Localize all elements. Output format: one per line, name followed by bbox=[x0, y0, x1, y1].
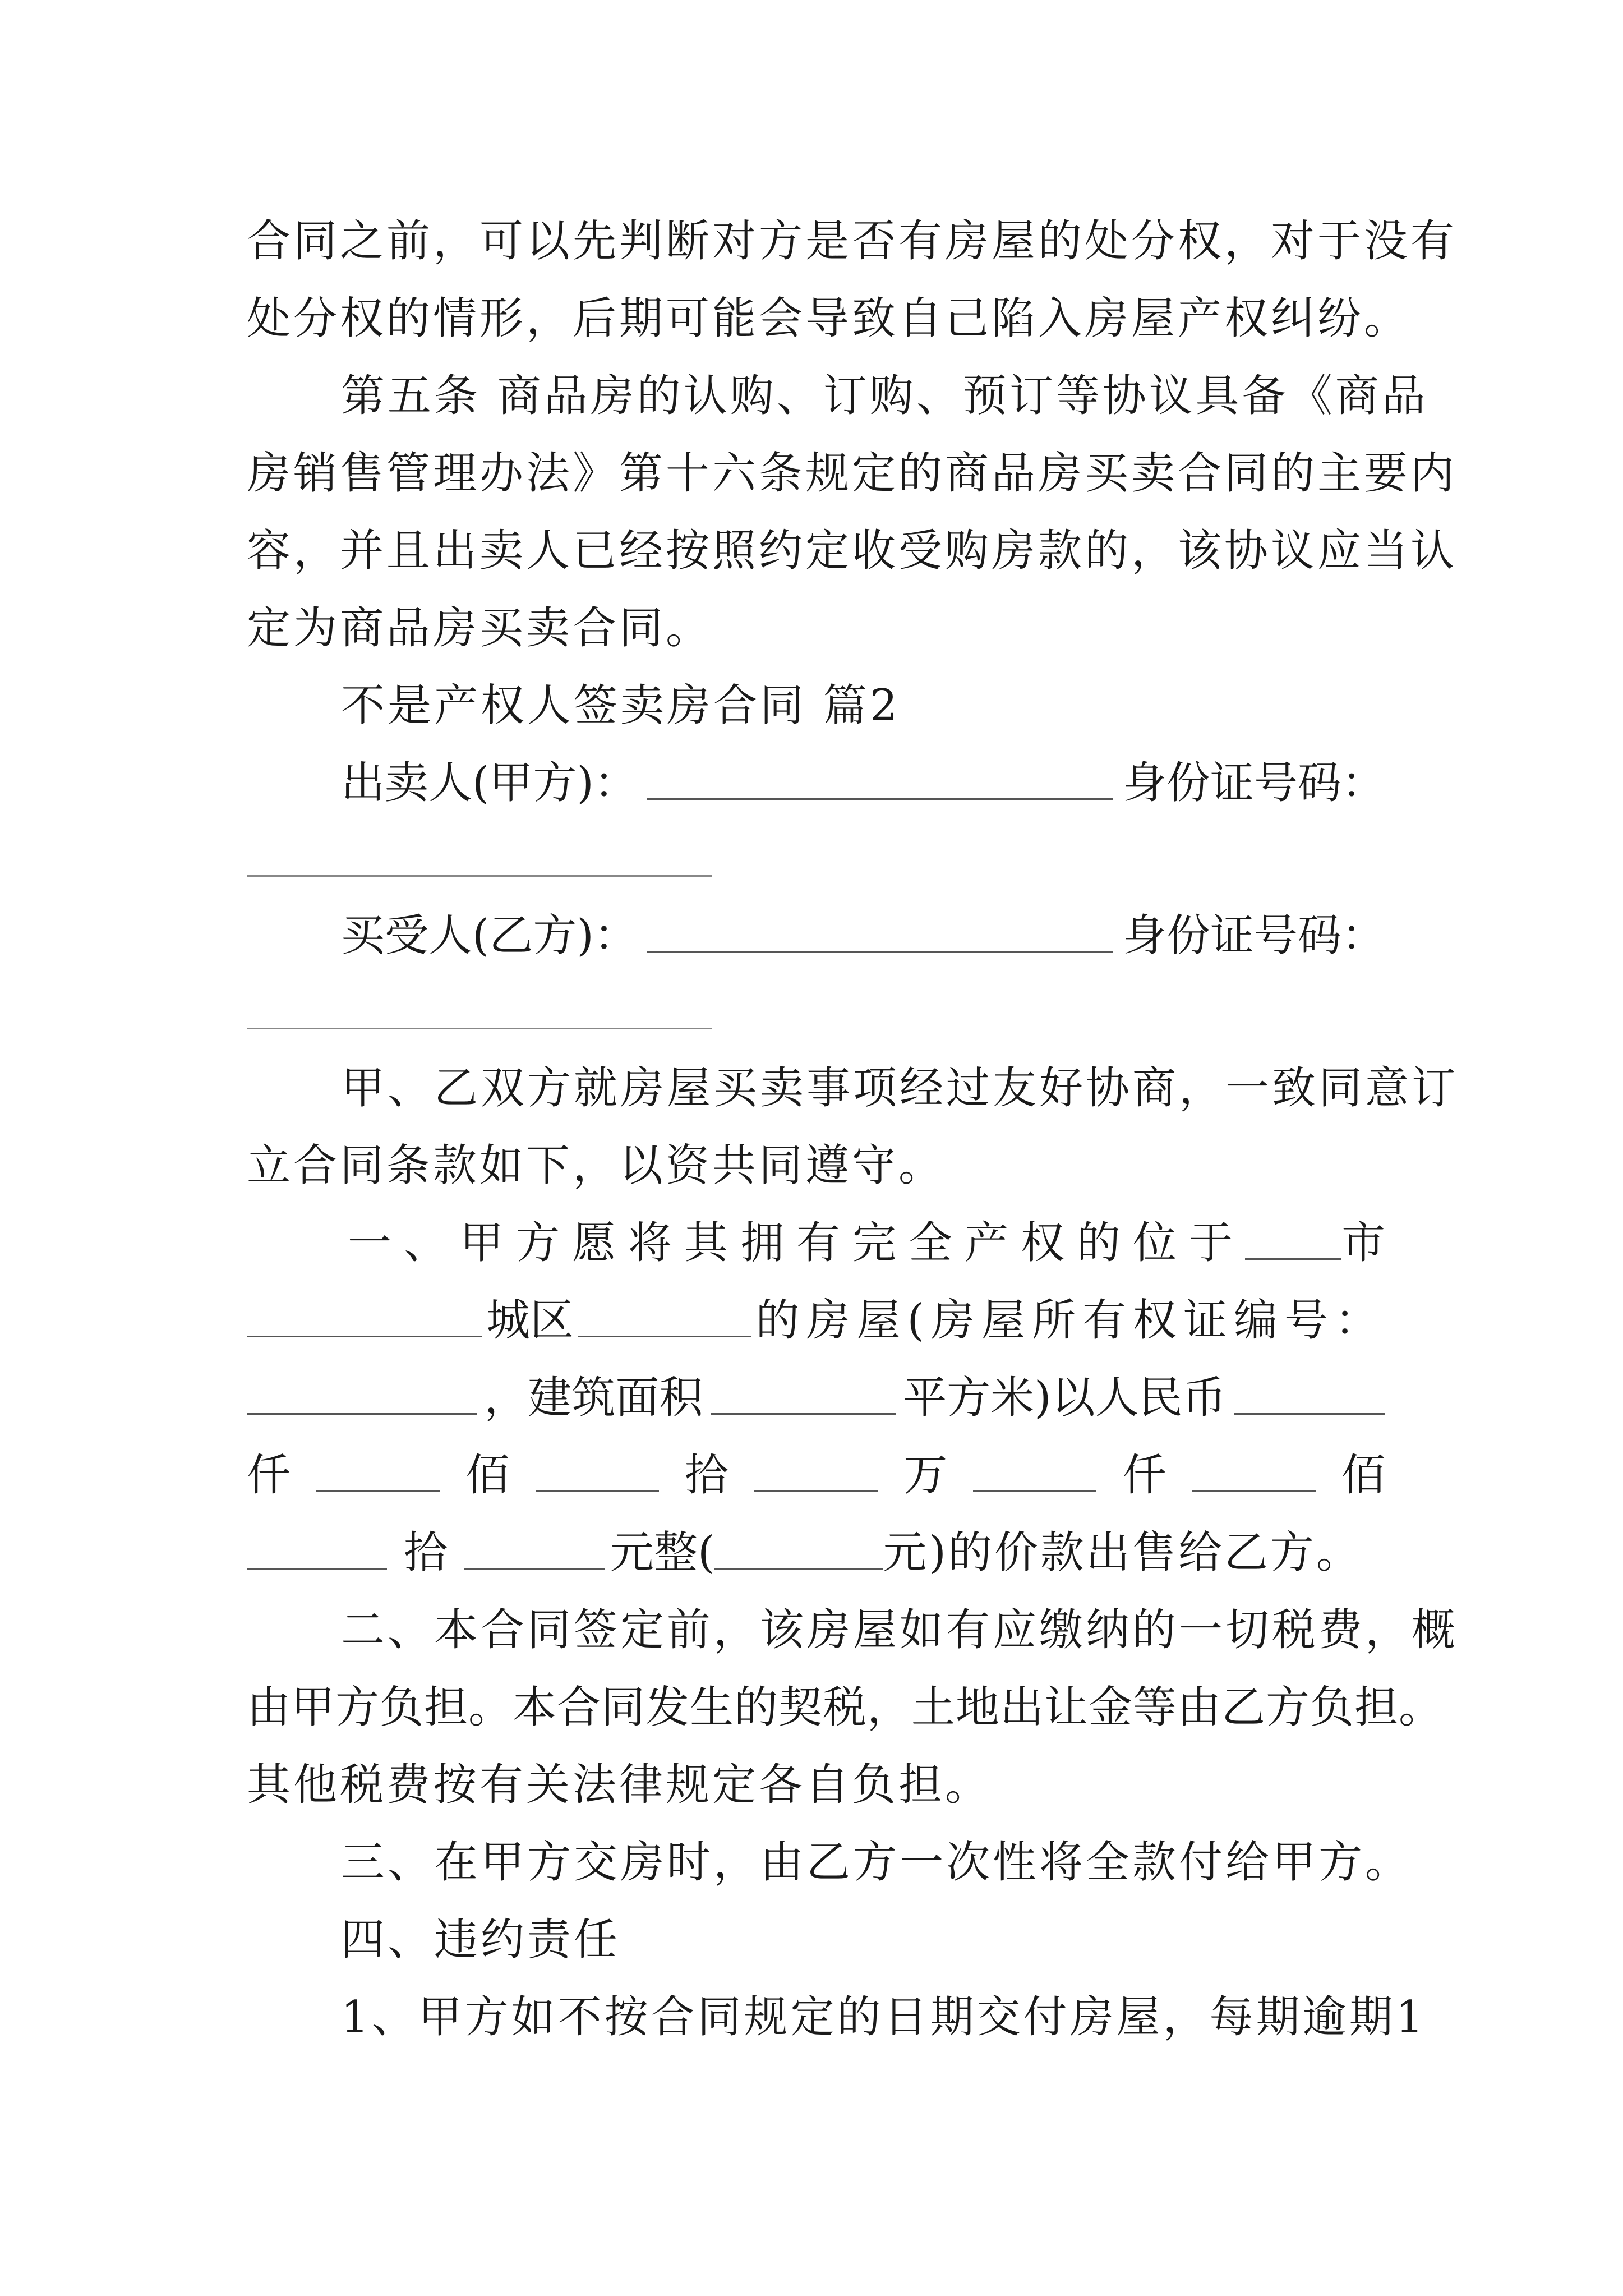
clause-one-line-4 bbox=[247, 1447, 1385, 1503]
unit-bai: 佰 bbox=[465, 1450, 510, 1501]
seller-name-field[interactable] bbox=[647, 758, 1113, 800]
paragraph-line: 合同之前，可以先判断对方是否有房屋的处分权，对于没有 bbox=[247, 216, 1458, 266]
clause-one-line-2 bbox=[247, 1292, 1385, 1349]
amount-field[interactable] bbox=[754, 1450, 878, 1492]
price-label: 平方米)以人民币 bbox=[903, 1373, 1227, 1423]
unit-shi: 拾 bbox=[404, 1527, 448, 1578]
article-five-line: 第五条 商品房的认购、订购、预订等协议具备《商品 bbox=[341, 371, 1428, 421]
buyer-label: 买受人(乙方)： bbox=[341, 910, 638, 961]
clause-one-text: 一、甲方愿将其拥有完全产权的位于 bbox=[348, 1218, 1246, 1268]
seller-label: 出卖人(甲方)： bbox=[341, 758, 638, 808]
unit-bai: 佰 bbox=[1341, 1450, 1385, 1501]
buyer-id-label: 身份证号码： bbox=[1122, 910, 1385, 961]
seller-id-field[interactable] bbox=[247, 875, 712, 877]
paragraph-line: 甲、乙双方就房屋买卖事项经过友好协商，一致同意订 bbox=[341, 1063, 1459, 1114]
amount-field[interactable] bbox=[1192, 1450, 1316, 1492]
unit-qian: 仟 bbox=[247, 1450, 291, 1501]
clause-one-line-3 bbox=[247, 1370, 1385, 1426]
area-label: ，建筑面积 bbox=[484, 1373, 703, 1423]
area-field[interactable] bbox=[711, 1373, 896, 1415]
clause-four-heading: 四、违约责任 bbox=[341, 1915, 621, 1965]
clause-three: 三、在甲方交房时，由乙方一次性将全款付给甲方。 bbox=[341, 1837, 1412, 1888]
certificate-label: 的房屋(房屋所有权证编号： bbox=[755, 1295, 1385, 1346]
clause-two-line: 二、本合同签定前，该房屋如有应缴纳的一切税费，概 bbox=[341, 1605, 1459, 1655]
unit-shi: 拾 bbox=[684, 1450, 728, 1501]
price-field[interactable] bbox=[1234, 1373, 1385, 1415]
yuan-label: 元整( bbox=[610, 1527, 715, 1578]
amount-field[interactable] bbox=[973, 1450, 1096, 1492]
address-field[interactable] bbox=[578, 1295, 751, 1337]
unit-wan: 万 bbox=[903, 1450, 948, 1501]
seller-row bbox=[341, 755, 1385, 811]
amount-field[interactable] bbox=[536, 1450, 659, 1492]
district-field[interactable] bbox=[247, 1295, 482, 1337]
clause-four-item-1: 1、甲方如不按合同规定的日期交付房屋，每期逾期1 bbox=[341, 1992, 1427, 2042]
sale-price-text: 元)的价款出售给乙方。 bbox=[883, 1527, 1362, 1578]
amount-field[interactable] bbox=[247, 1527, 387, 1570]
amount-field[interactable] bbox=[316, 1450, 440, 1492]
city-label: 市 bbox=[1341, 1218, 1385, 1268]
city-field[interactable] bbox=[1245, 1218, 1341, 1260]
buyer-row bbox=[341, 908, 1385, 964]
amount-field[interactable] bbox=[464, 1527, 605, 1570]
certificate-number-field[interactable] bbox=[247, 1373, 477, 1415]
buyer-id-field[interactable] bbox=[247, 1028, 712, 1029]
clause-one-line-5 bbox=[247, 1525, 1385, 1581]
section-heading: 不是产权人签卖房合同 篇2 bbox=[341, 680, 901, 731]
paragraph-line: 容，并且出卖人已经按照约定收受购房款的，该协议应当认 bbox=[247, 526, 1458, 576]
paragraph-line: 房销售管理办法》第十六条规定的商品房买卖合同的主要内 bbox=[247, 448, 1458, 499]
paragraph-line: 处分权的情形，后期可能会导致自己陷入房屋产权纠纷。 bbox=[247, 293, 1411, 344]
seller-id-label: 身份证号码： bbox=[1122, 758, 1385, 808]
clause-two-line: 其他税费按有关法律规定各自负担。 bbox=[247, 1760, 992, 1810]
clause-one-line-1 bbox=[348, 1215, 1385, 1271]
unit-qian: 仟 bbox=[1122, 1450, 1166, 1501]
district-label: 城区 bbox=[486, 1295, 574, 1346]
paragraph-line: 立合同条款如下，以资共同遵守。 bbox=[247, 1140, 946, 1191]
amount-numeric-field[interactable] bbox=[714, 1527, 883, 1570]
clause-two-line: 由甲方负担。本合同发生的契税，土地出让金等由乙方负担。 bbox=[247, 1682, 1444, 1733]
buyer-name-field[interactable] bbox=[647, 910, 1113, 953]
paragraph-line: 定为商品房买卖合同。 bbox=[247, 603, 713, 654]
